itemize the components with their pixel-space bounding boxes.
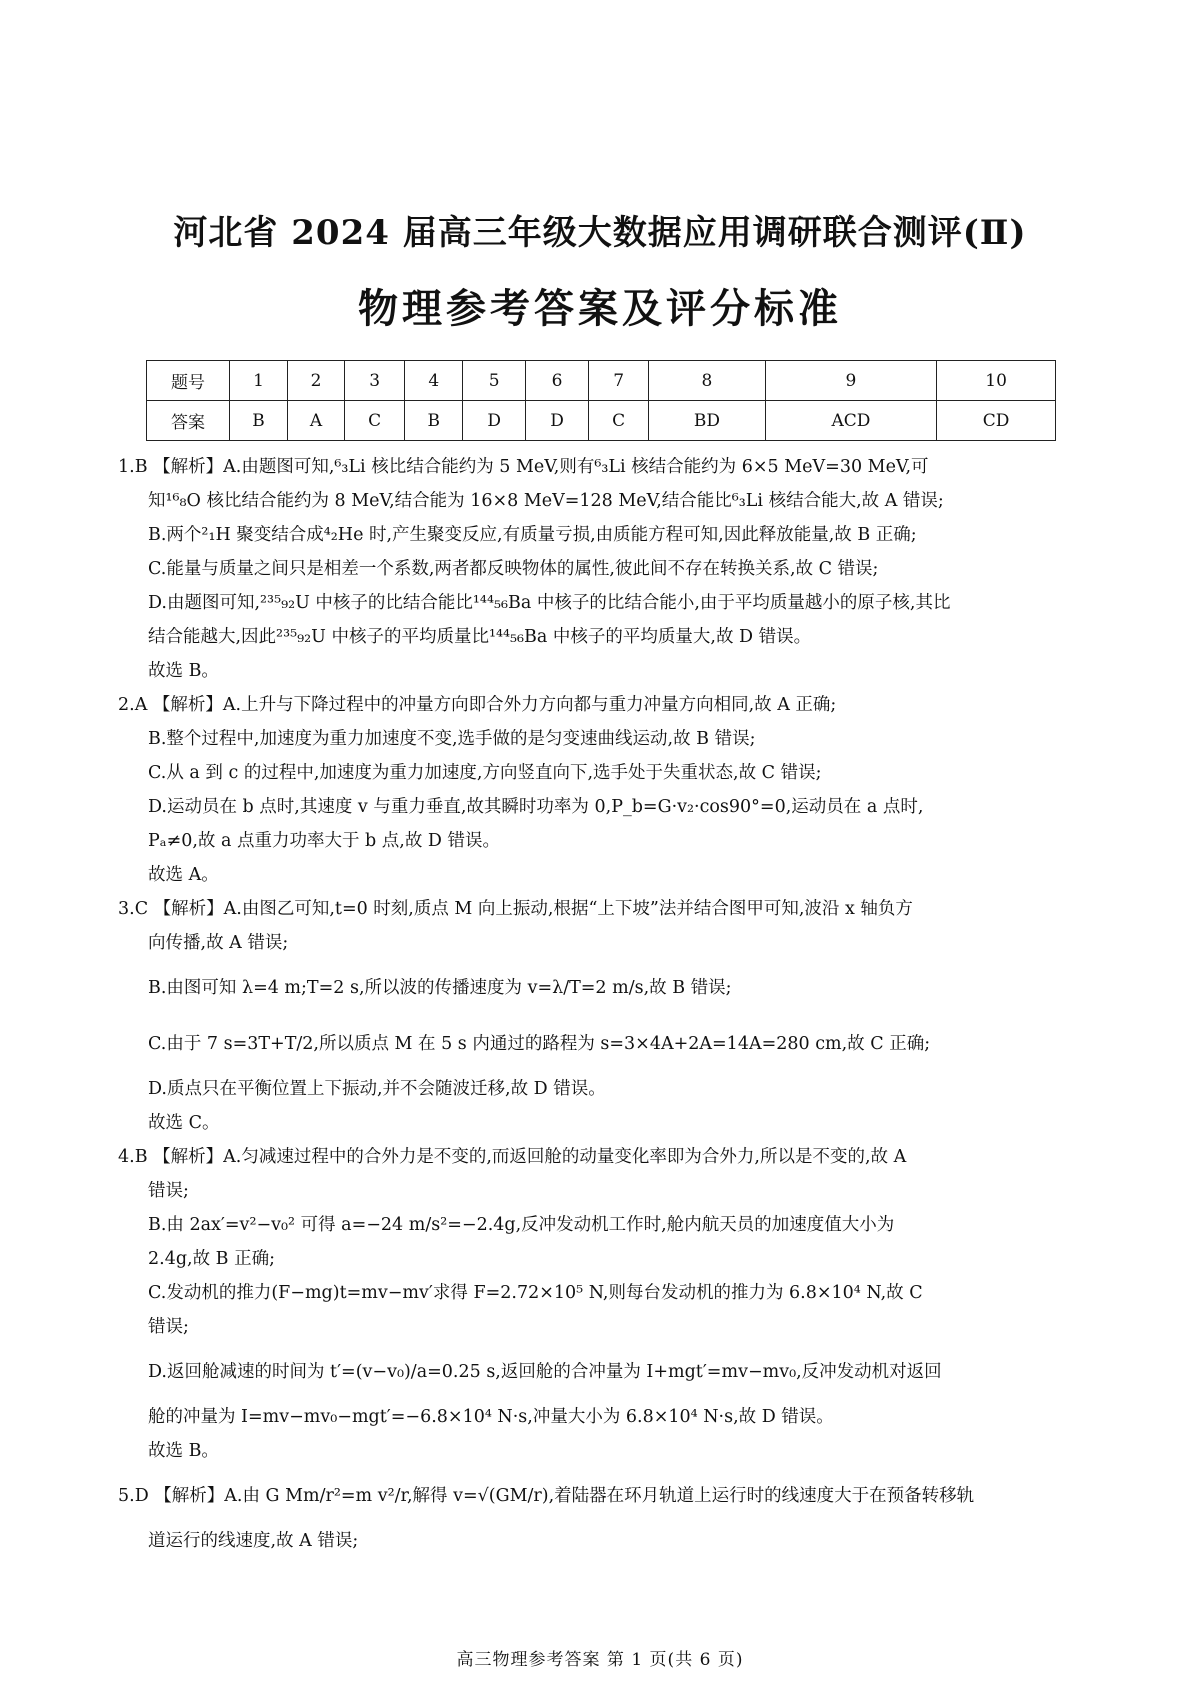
table-cell: B <box>230 401 288 441</box>
table-cell: CD <box>937 401 1056 441</box>
solution-line: D.由题图可知,²³⁵₉₂U 中核子的比结合能比¹⁴⁴₅₆Ba 中核子的比结合能小,由于平均质量越小的原子核,其比 <box>148 593 951 613</box>
solution-line: 故选 C。 <box>148 1113 220 1133</box>
solution-line: 2.4g,故 B 正确; <box>148 1249 275 1269</box>
solution-line: 错误; <box>148 1317 189 1337</box>
table-cell: D <box>463 401 526 441</box>
solution-line: D.质点只在平衡位置上下振动,并不会随波迁移,故 D 错误。 <box>148 1079 606 1099</box>
table-cell: C <box>589 401 649 441</box>
solution-line: 4.B 【解析】A.匀减速过程中的合外力是不变的,而返回舱的动量变化率即为合外力,所以是不变的,故 A <box>118 1147 907 1167</box>
question-number-row <box>147 361 1056 401</box>
solution-line: 故选 A。 <box>148 865 219 885</box>
table-cell: 9 <box>765 361 936 401</box>
page-footer: 高三物理参考答案 第 1 页(共 6 页) <box>456 1650 744 1670</box>
solution-line: Pₐ≠0,故 a 点重力功率大于 b 点,故 D 错误。 <box>148 831 500 851</box>
solution-line: B.两个²₁H 聚变结合成⁴₂He 时,产生聚变反应,有质量亏损,由质能方程可知,因此释放能量,故 B 正确; <box>148 525 917 545</box>
table-cell: B <box>405 401 463 441</box>
solution-line: 向传播,故 A 错误; <box>148 933 289 953</box>
solution-line: 舱的冲量为 I=mv−mv₀−mgt′=−6.8×10⁴ N·s,冲量大小为 6.8×10⁴ N·s,故 D 错误。 <box>148 1407 834 1427</box>
solution-line: 错误; <box>148 1181 189 1201</box>
table-cell: C <box>345 401 405 441</box>
solution-line: 1.B 【解析】A.由题图可知,⁶₃Li 核比结合能约为 5 MeV,则有⁶₃Li 核结合能约为 6×5 MeV=30 MeV,可 <box>118 457 929 477</box>
table-cell: BD <box>649 401 766 441</box>
solution-line: B.由图可知 λ=4 m;T=2 s,所以波的传播速度为 v=λ/T=2 m/s,故 B 错误; <box>148 978 732 998</box>
document-title: 河北省 2024 届高三年级大数据应用调研联合测评(Ⅱ) <box>173 213 1027 253</box>
table-cell: 3 <box>345 361 405 401</box>
table-cell: 7 <box>589 361 649 401</box>
solution-line: C.能量与质量之间只是相差一个系数,两者都反映物体的属性,彼此间不存在转换关系,故 C 错误; <box>148 559 879 579</box>
row-header-number: 题号 <box>147 361 230 401</box>
solution-line: C.发动机的推力(F−mg)t=mv−mv′求得 F=2.72×10⁵ N,则每台发动机的推力为 6.8×10⁴ N,故 C <box>148 1283 923 1303</box>
solution-line: 2.A 【解析】A.上升与下降过程中的冲量方向即合外力方向都与重力冲量方向相同,故 A 正确; <box>118 695 837 715</box>
table-cell: 4 <box>405 361 463 401</box>
solution-line: 道运行的线速度,故 A 错误; <box>148 1531 359 1551</box>
table-cell: 8 <box>649 361 766 401</box>
solution-line: D.返回舱减速的时间为 t′=(v−v₀)/a=0.25 s,返回舱的合冲量为 I+mgt′=mv−mv₀,反冲发动机对返回 <box>148 1362 942 1382</box>
solution-line: 知¹⁶₈O 核比结合能约为 8 MeV,结合能为 16×8 MeV=128 MeV,结合能比⁶₃Li 核结合能大,故 A 错误; <box>148 491 944 511</box>
table-cell: 10 <box>937 361 1056 401</box>
solution-line: 故选 B。 <box>148 1441 219 1461</box>
table-cell: 6 <box>526 361 589 401</box>
solution-line: 5.D 【解析】A.由 G Mm/r²=m v²/r,解得 v=√(GM/r),着陆器在环月轨道上运行时的线速度大于在预备转移轨 <box>118 1486 975 1506</box>
solution-body <box>118 450 1078 1558</box>
solution-line: B.整个过程中,加速度为重力加速度不变,选手做的是匀变速曲线运动,故 B 错误; <box>148 729 756 749</box>
table-cell: 1 <box>230 361 288 401</box>
solution-line: C.从 a 到 c 的过程中,加速度为重力加速度,方向竖直向下,选手处于失重状态,故 C 错误; <box>148 763 822 783</box>
solution-line: 3.C 【解析】A.由图乙可知,t=0 时刻,质点 M 向上振动,根据“上下坡”法并结合图甲可知,波沿 x 轴负方 <box>118 899 913 919</box>
document-subtitle: 物理参考答案及评分标准 <box>358 285 842 332</box>
table-cell: ACD <box>765 401 936 441</box>
solution-line: C.由于 7 s=3T+T/2,所以质点 M 在 5 s 内通过的路程为 s=3×4A+2A=14A=280 cm,故 C 正确; <box>148 1034 931 1054</box>
solution-line: 结合能越大,因此²³⁵₉₂U 中核子的平均质量比¹⁴⁴₅₆Ba 中核子的平均质量大,故 D 错误。 <box>148 627 812 647</box>
table-cell: 5 <box>463 361 526 401</box>
table-cell: 2 <box>287 361 344 401</box>
solution-line: D.运动员在 b 点时,其速度 v 与重力垂直,故其瞬时功率为 0,P_b=G·v₂·cos90°=0,运动员在 a 点时, <box>148 797 924 817</box>
table-cell: A <box>287 401 344 441</box>
answer-table <box>146 360 1056 441</box>
solution-line: 故选 B。 <box>148 661 219 681</box>
solution-line: B.由 2ax′=v²−v₀² 可得 a=−24 m/s²=−2.4g,反冲发动机工作时,舱内航天员的加速度值大小为 <box>148 1215 895 1235</box>
table-cell: D <box>526 401 589 441</box>
answer-row <box>147 401 1056 441</box>
row-header-answer: 答案 <box>147 401 230 441</box>
